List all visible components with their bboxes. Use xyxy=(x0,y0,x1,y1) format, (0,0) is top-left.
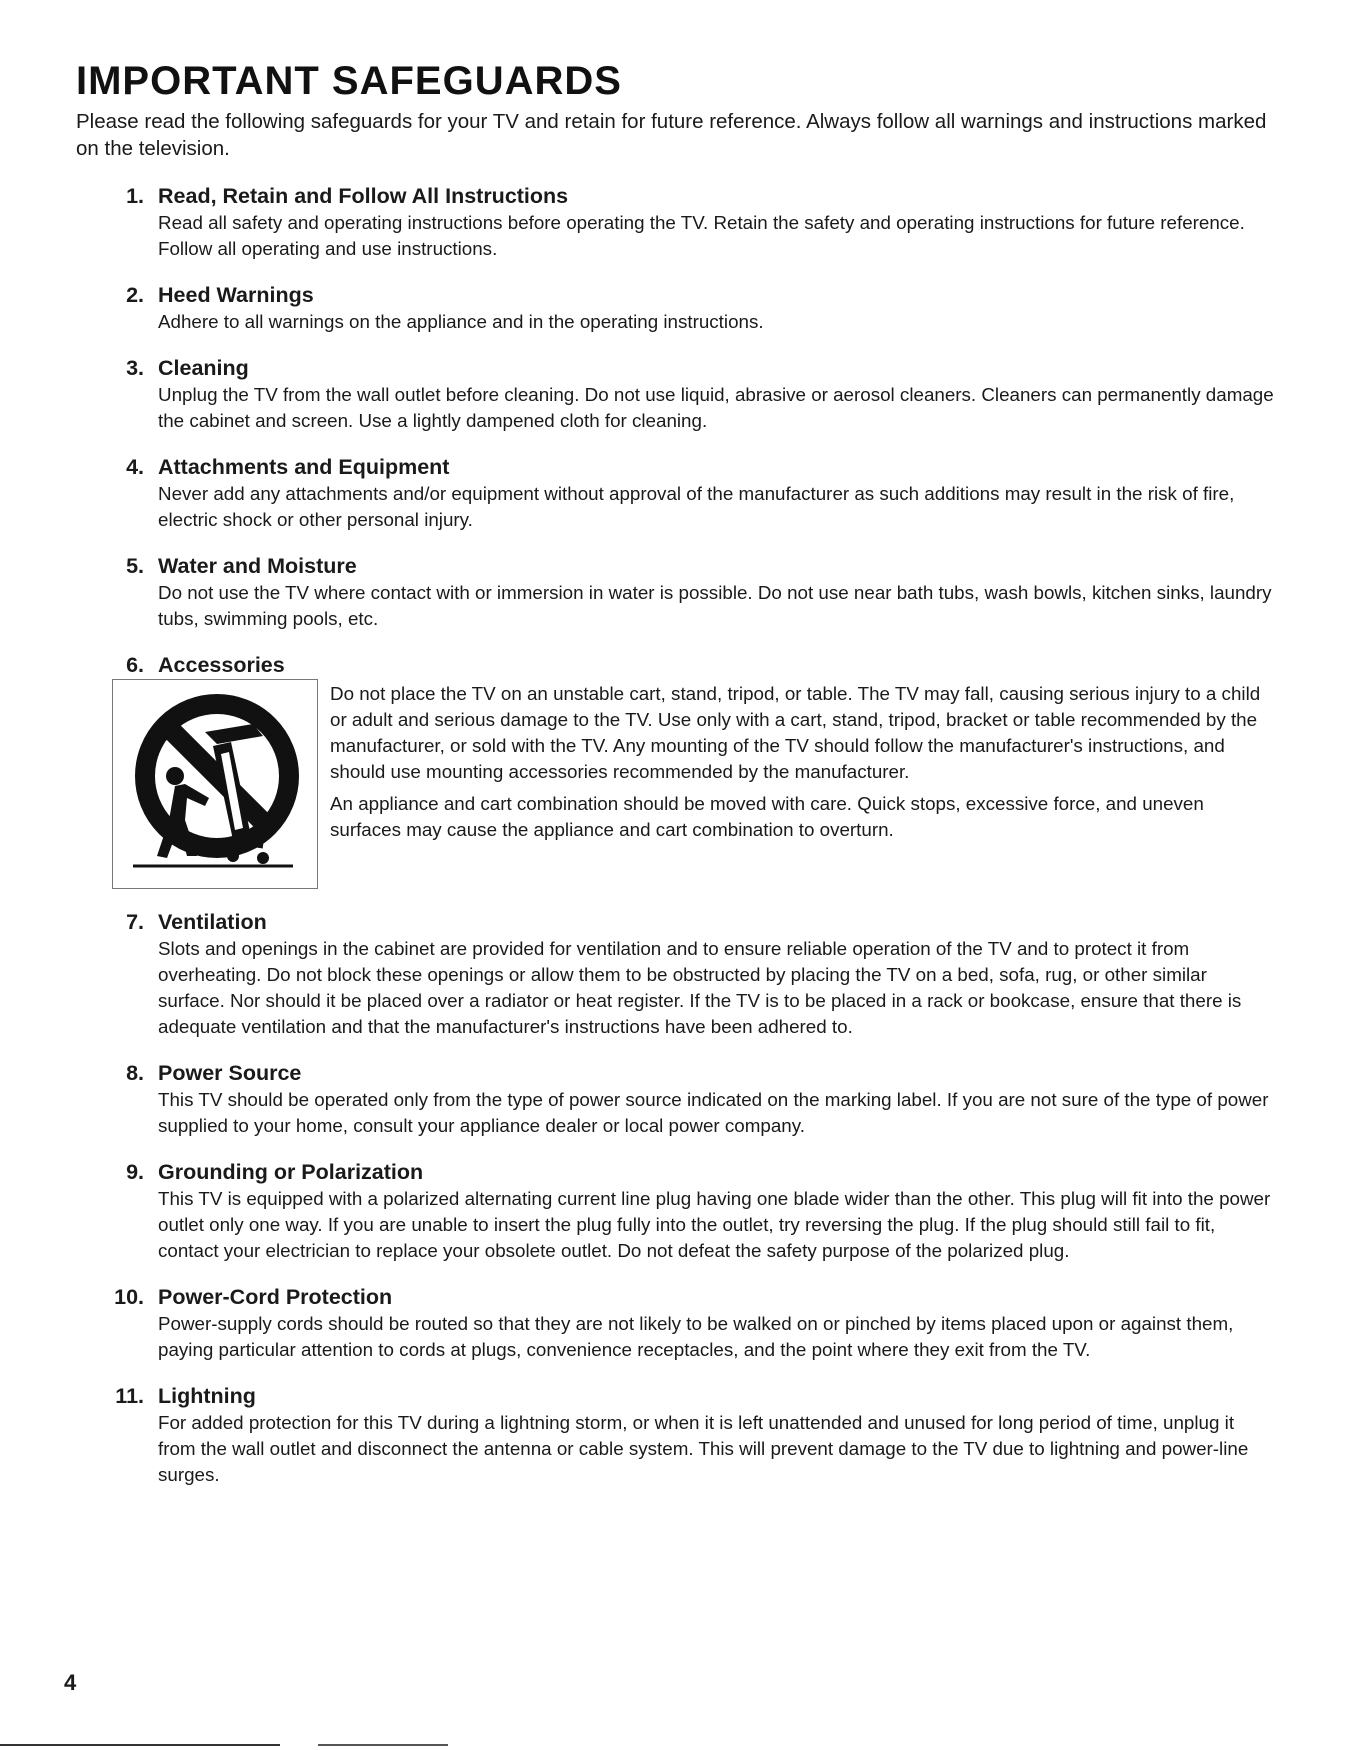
item-heading: Grounding or Polarization xyxy=(158,1160,424,1184)
item-number: 4. xyxy=(126,455,144,479)
item-heading: Accessories xyxy=(158,653,285,677)
safeguard-list xyxy=(76,182,1276,1488)
safeguard-item xyxy=(76,1059,1276,1139)
item-body: Power-supply cords should be routed so that they are not likely to be walked on or pinched by items placed upon or against them, paying particular attention to cords at plugs, convenience receptacles, and the point where they exit from the TV. xyxy=(158,1313,1234,1360)
item-number: 2. xyxy=(126,283,144,307)
item-heading: Cleaning xyxy=(158,356,249,380)
item-heading: Lightning xyxy=(158,1384,256,1408)
page-title: IMPORTANT SAFEGUARDS xyxy=(76,59,622,103)
cart-tipover-warning-icon xyxy=(113,680,317,888)
item-body: Read all safety and operating instructions before operating the TV. Retain the safety and operating instructions for future reference. Follow all operating and use instructions. xyxy=(158,212,1245,259)
item-heading: Power Source xyxy=(158,1061,302,1085)
item-heading: Water and Moisture xyxy=(158,554,357,578)
item-body: Slots and openings in the cabinet are provided for ventilation and to ensure reliable operation of the TV and to protect it from overheating. Do not block these openings or allow them to be obstructed by placing the TV on a bed, sofa, rug, or other similar surface. Nor should it be placed over a radiator or heat register. If the TV is to be placed in a rack or bookcase, ensure that there is adequate ventilation and that the manufacturer's instructions have been adhered to. xyxy=(158,938,1242,1037)
safeguard-item xyxy=(76,1382,1276,1488)
item-number: 7. xyxy=(126,910,144,934)
item-number: 10. xyxy=(114,1285,144,1309)
safeguard-item xyxy=(76,908,1276,1040)
page-number: 4 xyxy=(64,1670,77,1695)
safeguard-item xyxy=(76,1283,1276,1363)
item-body: Do not place the TV on an unstable cart, stand, tripod, or table. The TV may fall, causing serious injury to a child or adult and serious damage to the TV. Use only with a cart, stand, tripod, bracket or table recommended by the manufacturer, or sold with the TV. Any mounting of the TV should follow the manufacturer's instructions, and should use mounting accessories recommended by the manufacturer. xyxy=(330,683,1261,782)
item-number: 1. xyxy=(126,184,144,208)
safeguards-page xyxy=(76,58,1276,1507)
item-body: This TV should be operated only from the type of power source indicated on the marking label. If you are not sure of the type of power supplied to your home, consult your appliance dealer or local power company. xyxy=(158,1089,1269,1136)
cart-warning-figure xyxy=(112,679,318,889)
item-number: 5. xyxy=(126,554,144,578)
item-number: 9. xyxy=(126,1160,144,1184)
safeguard-item xyxy=(76,453,1276,533)
item-body: This TV is equipped with a polarized alternating current line plug having one blade wider than the other. This plug will fit into the power outlet only one way. If you are unable to insert the plug fully into the outlet, try reversing the plug. If the plug should still fail to fit, contact your electrician to replace your obsolete outlet. Do not defeat the safety purpose of the polarized plug. xyxy=(158,1188,1271,1261)
item-heading: Read, Retain and Follow All Instructions xyxy=(158,184,569,208)
footer-rule xyxy=(318,1744,448,1746)
item-body-continued: An appliance and cart combination should be moved with care. Quick stops, excessive force, and uneven surfaces may cause the appliance and cart combination to overturn. xyxy=(330,793,1204,840)
footer-rule xyxy=(0,1744,280,1746)
item-heading: Attachments and Equipment xyxy=(158,455,450,479)
item-heading: Heed Warnings xyxy=(158,283,314,307)
safeguard-item xyxy=(76,281,1276,335)
safeguard-item xyxy=(76,182,1276,262)
item-heading: Ventilation xyxy=(158,910,267,934)
safeguard-item xyxy=(76,651,1276,889)
item-body: Adhere to all warnings on the appliance and in the operating instructions. xyxy=(158,311,764,332)
item-body: Unplug the TV from the wall outlet before cleaning. Do not use liquid, abrasive or aerosol cleaners. Cleaners can permanently damage the cabinet and screen. Use a lightly dampened cloth for cleaning. xyxy=(158,384,1274,431)
safeguard-item xyxy=(76,552,1276,632)
safeguard-item xyxy=(76,354,1276,434)
item-body: Never add any attachments and/or equipment without approval of the manufacturer as such additions may result in the risk of fire, electric shock or other personal injury. xyxy=(158,483,1235,530)
item-heading: Power-Cord Protection xyxy=(158,1285,393,1309)
intro-text: Please read the following safeguards for your TV and retain for future reference. Always follow all warnings and instructions marked on the television. xyxy=(76,110,1267,160)
item-number: 11. xyxy=(115,1384,144,1408)
accessories-block xyxy=(112,679,1276,889)
item-number: 3. xyxy=(126,356,144,380)
safeguard-item xyxy=(76,1158,1276,1264)
item-number: 8. xyxy=(126,1061,144,1085)
item-body: Do not use the TV where contact with or immersion in water is possible. Do not use near bath tubs, wash bowls, kitchen sinks, laundry tubs, swimming pools, etc. xyxy=(158,582,1272,629)
item-number: 6. xyxy=(126,653,144,677)
item-body: For added protection for this TV during a lightning storm, or when it is left unattended and unused for long period of time, unplug it from the wall outlet and disconnect the antenna or cable system. This will prevent damage to the TV due to lightning and power-line surges. xyxy=(158,1412,1249,1485)
